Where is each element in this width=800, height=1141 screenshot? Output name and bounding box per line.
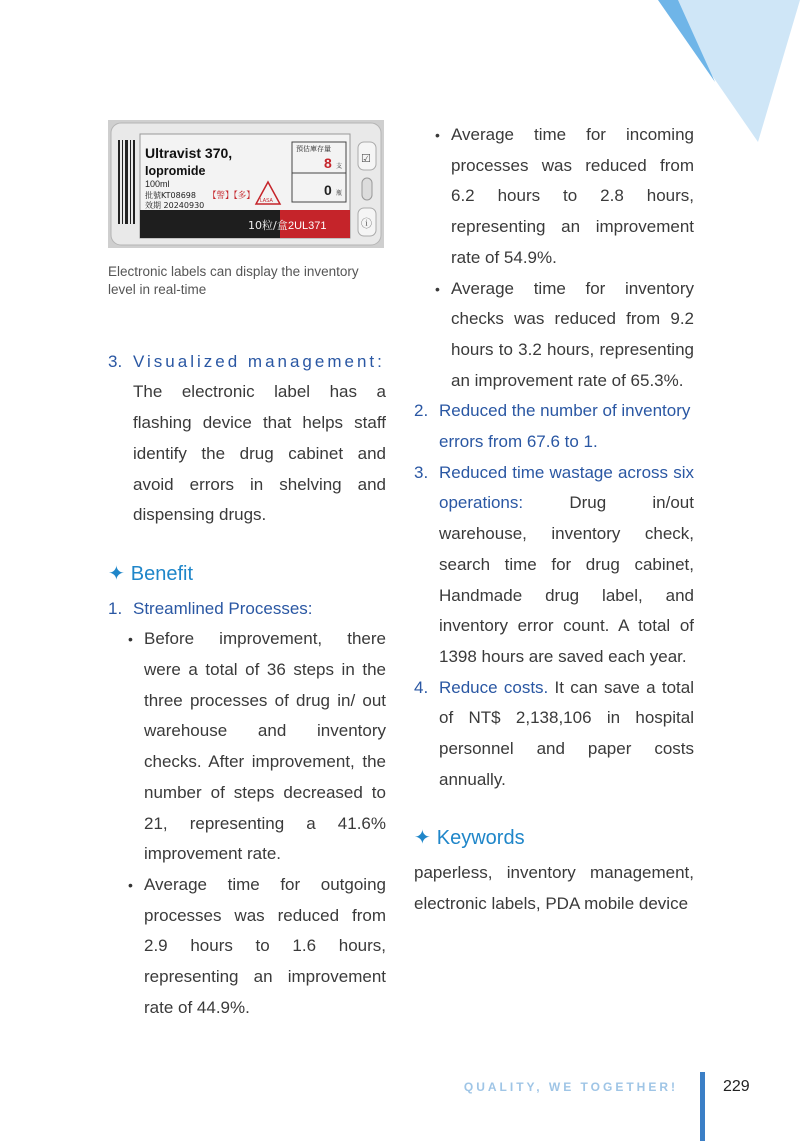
electronic-label-photo [108, 120, 384, 248]
bullet-icon: • [128, 631, 133, 648]
sparkle-icon: ✦ [108, 562, 125, 585]
list-number: 2. [414, 401, 429, 421]
esl-slider [362, 178, 372, 200]
bullet-icon: • [128, 876, 133, 893]
esl-location-code: 2UL371 [288, 220, 327, 232]
bullet-item [414, 274, 694, 397]
bullet-text: Before improvement, there were a total of 36 steps in the three processes of drug in/ out warehouse and inventory checks. After improvement, the number of steps decreased to 21, representing a 41.6% improvement rate. [144, 629, 386, 864]
list-number: 3. [108, 351, 123, 371]
page-footer [0, 1072, 800, 1112]
check-icon: ☑ [361, 152, 371, 165]
list-item-streamlined-processes [108, 594, 386, 625]
benefit-heading [108, 559, 386, 590]
bullet-text: Average time for outgoing processes was reduced from 2.9 hours to 1.6 hours, representing an improvement rate of 44.9%. [144, 874, 386, 1017]
right-column [414, 120, 694, 920]
footer-divider [700, 1072, 705, 1141]
item-title: Reduced the number of inventory errors from 67.6 to 1. [439, 401, 691, 452]
info-icon: ⓘ [361, 217, 372, 230]
item-title: Reduced time wastage across six operations: [439, 462, 694, 513]
keywords-text: paperless, inventory management, electronic labels, PDA mobile device [414, 863, 694, 913]
item-title: Streamlined Processes: [133, 598, 313, 618]
item-title: Reduce costs. [439, 677, 549, 697]
esl-second-count: 0 [324, 182, 332, 198]
item-body: It can save a total of NT$ 2,138,106 in hospital personnel and paper costs annually. [439, 677, 694, 789]
keywords-heading-text: Keywords [436, 827, 525, 850]
list-item-visualized-management [108, 347, 386, 531]
keywords-heading [414, 823, 694, 854]
item-body: Drug in/out warehouse, inventory check, search time for drug cabinet, Handmade drug label, and inventory error count. A total of 1398 hours are saved each year. [439, 493, 694, 666]
list-number: 4. [414, 677, 429, 697]
item-body: The electronic label has a flashing device that helps staff identify the drug cabinet and avoid errors in shelving and dispensing drugs. [133, 382, 386, 525]
list-item-time-wastage [414, 458, 694, 673]
esl-pack-info: 10粒/盒 [248, 219, 288, 232]
bullet-item [108, 870, 386, 1024]
esl-stock-unit: 支 [336, 163, 343, 170]
photo-caption: Electronic labels can display the inventory level in real-time [108, 263, 359, 297]
bullet-icon: • [435, 280, 440, 297]
bullet-text: Average time for inventory checks was reduced from 9.2 hours to 3.2 hours, representing an improvement rate of 65.3%. [451, 278, 694, 390]
esl-batch: 批號KT08698 [145, 191, 196, 200]
esl-drug-name: Ultravist 370, [145, 145, 233, 161]
list-item-reduce-costs [414, 673, 694, 796]
list-number: 3. [414, 462, 429, 482]
esl-second-unit: 瓶 [336, 190, 343, 197]
item-title: Visualized management: [133, 351, 385, 371]
left-column [108, 120, 386, 1023]
bullet-text: Average time for incoming processes was reduced from 6.2 hours to 2.8 hours, representing an improvement rate of 54.9%. [451, 125, 694, 267]
bullet-item [108, 624, 386, 870]
sparkle-icon: ✦ [414, 827, 431, 850]
esl-lasa: LASA [260, 198, 273, 204]
esl-stock-count: 8 [324, 155, 332, 171]
bullet-icon: • [435, 127, 440, 143]
esl-expiry: 效期 20240930 [145, 201, 205, 210]
page-number: 229 [723, 1078, 750, 1095]
esl-stock-label: 預估庫存量 [296, 145, 331, 153]
list-number: 1. [108, 598, 123, 618]
benefit-heading-text: Benefit [130, 562, 194, 585]
esl-volume: 100ml [145, 179, 170, 189]
list-item-inventory-errors [414, 396, 694, 457]
bullet-item [414, 120, 694, 274]
esl-tags: 【警】【多】 [208, 191, 255, 201]
footer-tagline: QUALITY, WE TOGETHER! [463, 1080, 678, 1094]
esl-generic-name: Iopromide [145, 164, 206, 178]
